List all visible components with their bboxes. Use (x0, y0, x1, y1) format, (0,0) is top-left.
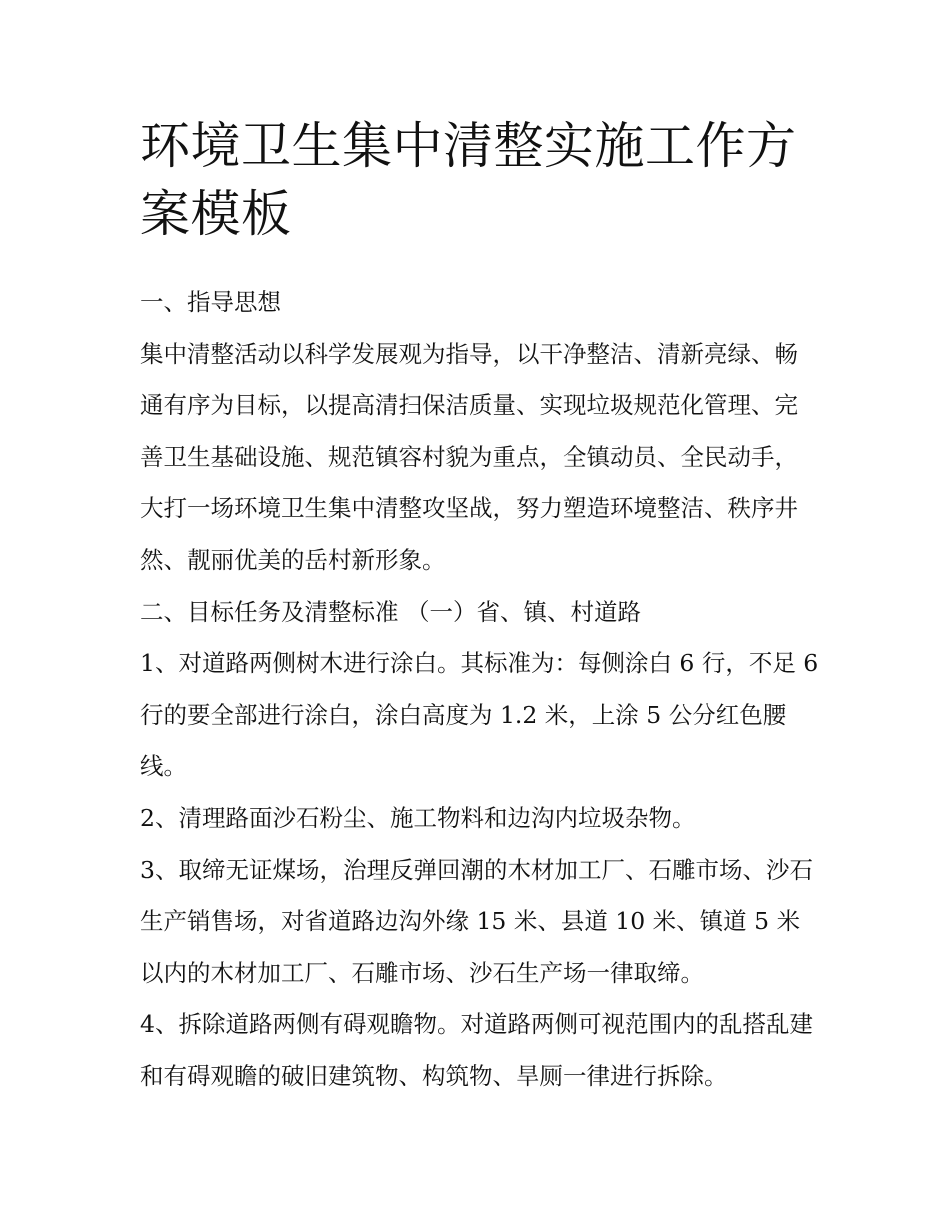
item-1-tree-whitening: 1、对道路两侧树木进行涂白。其标准为：每侧涂白 6 行，不足 6 行的要全部进行涂白，涂白高度为 1.2 米，上涂 5 公分红色腰线。 (140, 649, 819, 781)
item-3-ban-coal-yards: 3、取缔无证煤场，治理反弹回潮的木材加工厂、石雕市场、沙石生产销售场，对省道路边沟外缘 15 米、县道 10 米、镇道 5 米以内的木材加工厂、石雕市场、沙石生产场一律取缔。 (140, 855, 813, 987)
document-body (140, 277, 820, 1103)
heading-goals-standards: 二、目标任务及清整标准 （一）省、镇、村道路 (140, 597, 641, 626)
paragraph-guiding-ideology: 集中清整活动以科学发展观为指导，以干净整洁、清新亮绿、畅通有序为目标，以提高清扫保洁质量、实现垃圾规范化管理、完善卫生基础设施、规范镇容村貌为重点，全镇动员、全民动手，大打一场环境卫生集中清整攻坚战，努力塑造环境整洁、秩序井然、靓丽优美的岳村新形象。 (140, 339, 798, 574)
heading-guiding-ideology: 一、指导思想 (140, 288, 281, 316)
item-2-road-cleaning: 2、清理路面沙石粉尘、施工物料和边沟内垃圾杂物。 (140, 803, 696, 832)
document-title: 环境卫生集中清整实施工作方案模板 (140, 117, 797, 243)
item-4-demolition: 4、拆除道路两侧有碍观瞻物。对道路两侧可视范围内的乱搭乱建和有碍观瞻的破旧建筑物、构筑物、旱厕一律进行拆除。 (140, 1010, 813, 1090)
